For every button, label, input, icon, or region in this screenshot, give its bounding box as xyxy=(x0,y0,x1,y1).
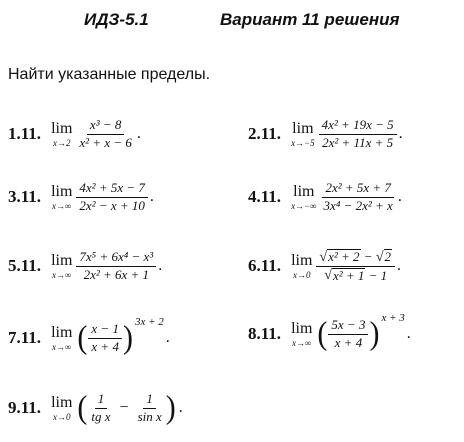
problem-6-11 xyxy=(248,246,401,286)
right-paren: ) xyxy=(122,319,133,356)
denominator: x² + x − 6 xyxy=(79,134,132,150)
problem-7-11 xyxy=(8,318,170,358)
problem-4-11 xyxy=(248,177,402,217)
limit-operator xyxy=(51,253,72,280)
numerator: 4x² + 19x − 5 xyxy=(319,118,397,135)
radicand: 2 xyxy=(384,248,392,264)
limit-operator xyxy=(51,395,72,422)
limit-operator xyxy=(291,253,312,280)
lim-word: lim xyxy=(51,182,73,200)
limit-operator xyxy=(51,325,72,352)
numerator xyxy=(316,249,395,267)
exponent: x + 3 xyxy=(381,312,405,324)
fraction xyxy=(321,181,396,214)
lim-subscript: x→∞ xyxy=(52,200,72,211)
fraction xyxy=(316,249,395,284)
problem-1-11 xyxy=(8,114,141,154)
problem-number: 4.11. xyxy=(248,187,282,206)
denominator xyxy=(321,267,390,284)
problem-number: 6.11. xyxy=(248,256,282,275)
denominator: tg x xyxy=(91,408,111,424)
lim-subscript: x→0 xyxy=(52,411,71,422)
period: . xyxy=(149,188,154,205)
instruction-text: Найти указанные пределы. xyxy=(8,66,211,83)
radicand: x² + 1 xyxy=(332,267,365,283)
lim-word: lim xyxy=(292,119,314,137)
lim-word: lim xyxy=(51,119,73,137)
numerator: 1 xyxy=(143,392,156,409)
problem-number: 5.11. xyxy=(8,256,42,275)
numerator: x³ − 8 xyxy=(87,118,124,135)
radical-sign: √ xyxy=(324,268,332,284)
lim-word: lim xyxy=(51,251,73,269)
denominator: sin x xyxy=(137,408,162,424)
numerator: 4x² + 5x − 7 xyxy=(76,181,147,198)
problem-8-11 xyxy=(248,314,411,354)
assignment-title: ИДЗ-5.1 xyxy=(84,10,149,29)
period: . xyxy=(397,188,402,205)
denominator: 2x² + 6x + 1 xyxy=(83,266,150,282)
lim-subscript: x→0 xyxy=(292,269,311,280)
right-paren: ) xyxy=(369,315,380,352)
fraction xyxy=(328,318,368,351)
numerator: 7x⁵ + 6x⁴ − x³ xyxy=(76,250,156,267)
numerator: 1 xyxy=(95,392,108,409)
fraction xyxy=(319,118,397,151)
period: . xyxy=(178,399,183,416)
limit-operator xyxy=(291,121,315,148)
lim-subscript: x→2 xyxy=(52,137,71,148)
header xyxy=(0,10,464,34)
lim-subscript: x→∞ xyxy=(52,269,72,280)
denominator: 3x⁴ − 2x² + x xyxy=(323,197,393,213)
minus-sign: − xyxy=(119,399,129,416)
fraction xyxy=(76,181,147,214)
numerator: x − 1 xyxy=(88,322,122,339)
period: . xyxy=(406,325,411,342)
problem-number: 9.11. xyxy=(8,398,42,417)
fraction xyxy=(88,392,113,425)
fraction xyxy=(88,322,122,355)
numerator: 5x − 3 xyxy=(328,318,368,335)
problem-number: 1.11. xyxy=(8,124,42,143)
lim-subscript: x→∞ xyxy=(292,337,312,348)
period: . xyxy=(397,257,402,274)
lim-word: lim xyxy=(291,319,313,337)
radical-sign: √ xyxy=(319,249,328,265)
lim-subscript: x→−5 xyxy=(291,137,315,148)
sqrt-expression xyxy=(376,249,392,265)
lim-word: lim xyxy=(291,251,313,269)
left-paren: ( xyxy=(77,389,88,426)
limit-operator xyxy=(51,121,72,148)
right-paren: ) xyxy=(165,389,176,426)
period: . xyxy=(398,125,403,142)
denominator: 2x² − x + 10 xyxy=(79,197,145,213)
period: . xyxy=(165,329,170,346)
period: . xyxy=(136,125,141,142)
radicand: x² + 2 xyxy=(328,248,360,264)
minus-sign: − xyxy=(360,248,376,264)
problem-number: 2.11. xyxy=(248,124,282,143)
denominator: x + 4 xyxy=(91,338,119,354)
fraction xyxy=(135,392,165,425)
denominator-rest: − 1 xyxy=(365,267,388,283)
denominator: x + 4 xyxy=(334,334,363,350)
lim-subscript: x→−∞ xyxy=(291,200,317,211)
variant-title: Вариант 11 решения xyxy=(220,10,400,29)
fraction xyxy=(76,250,156,283)
problem-3-11 xyxy=(8,177,154,217)
problem-5-11 xyxy=(8,246,162,286)
limit-operator xyxy=(291,321,312,348)
exponent: 3x + 2 xyxy=(134,316,164,328)
limit-operator xyxy=(51,184,72,211)
left-paren: ( xyxy=(77,319,88,356)
problem-number: 7.11. xyxy=(8,328,42,347)
left-paren: ( xyxy=(317,315,328,352)
fraction xyxy=(76,118,134,151)
problem-number: 3.11. xyxy=(8,187,42,206)
sqrt-expression xyxy=(319,249,360,265)
lim-word: lim xyxy=(51,393,73,411)
denominator: 2x² + 11x + 5 xyxy=(322,134,394,150)
lim-subscript: x→∞ xyxy=(52,341,72,352)
problem-2-11 xyxy=(248,114,403,154)
limit-operator xyxy=(291,184,316,211)
sqrt-expression xyxy=(324,268,365,284)
lim-word: lim xyxy=(51,323,73,341)
problem-9-11 xyxy=(8,388,183,428)
problem-number: 8.11. xyxy=(248,324,282,343)
numerator: 2x² + 5x + 7 xyxy=(322,181,393,198)
lim-word: lim xyxy=(293,182,315,200)
period: . xyxy=(158,257,163,274)
radical-sign: √ xyxy=(375,249,384,265)
